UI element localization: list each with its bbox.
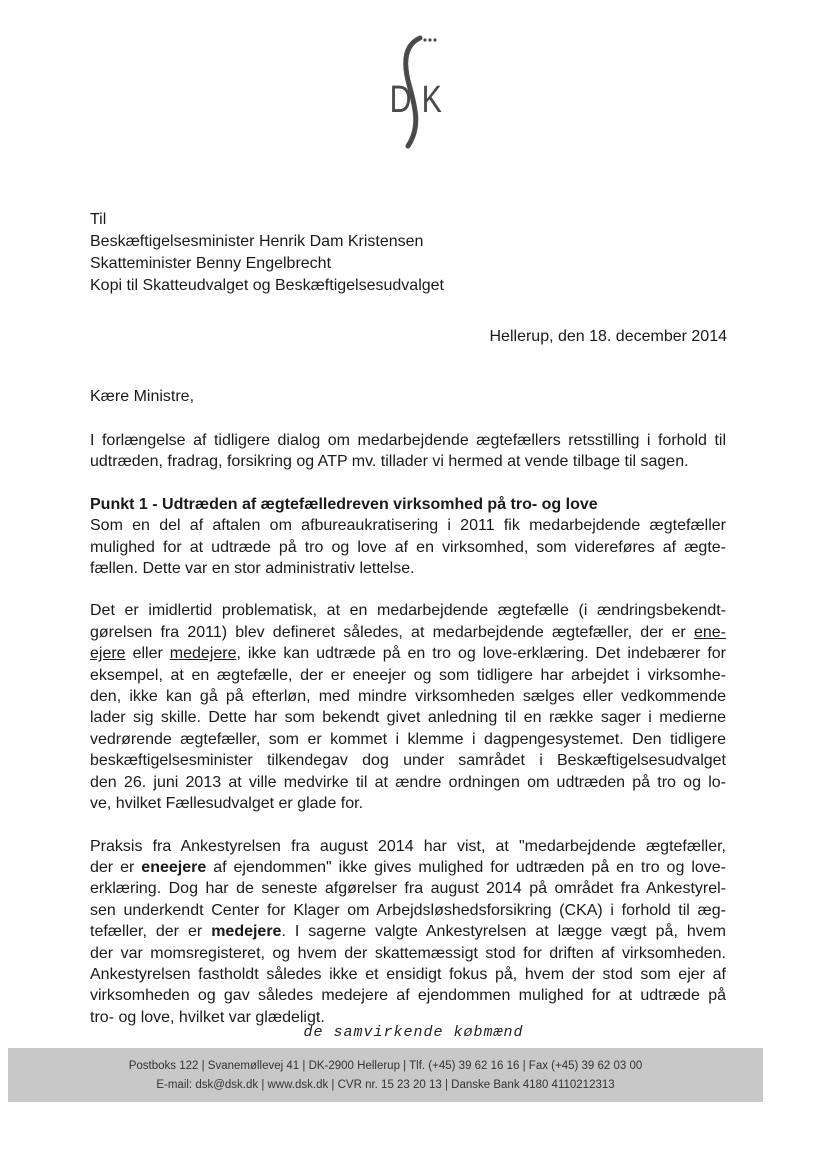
intro-paragraph [90,430,726,473]
recipient-2: Skatteminister Benny Engelbrecht [90,255,332,272]
text-span: tefæller, der er [90,923,212,941]
underlined-term: ene- [693,623,726,641]
text-line: Ankestyrelsen fastholdt således ikke et ensidigt fokus på, hvem der stod som ejer af [90,965,726,983]
text-line: udtræden, fradrag, forsikring og ATP mv. tillader vi hermed at vende tilbage til sagen. [90,453,689,471]
to-label: Til [90,211,107,228]
text-line [90,622,726,643]
text-line [90,921,726,942]
text-line: Praksis fra Ankestyrelsen fra august 2014 har vist, at "medarbejdende ægtefæller, [90,837,726,855]
text-line: fællen. Dette var en stor administrativ lettelse. [90,560,415,578]
recipients-block [90,209,444,297]
dsk-logo-icon [380,28,460,153]
text-line: lader sig skille. Dette har som bekendt givet anledning til en række sager i medierne [90,709,726,727]
text-line: Det er imidlertid problematisk, at en medarbejdende ægtefælle (i ændringsbekendt- [90,602,726,620]
text-line: sen underkendt Center for Klager om Arbejdsløshedsforsikring (CKA) i forhold til æg- [90,901,726,919]
footer-contact-line: E-mail: dsk@dsk.dk | www.dsk.dk | CVR nr. 15 23 20 13 | Danske Bank 4180 4110212313 [156,1079,615,1091]
section1-paragraph-1 [90,494,726,580]
text-span: gørelsen fra 2011) blev defineret således, at medarbejdende ægtefæller, der er [90,623,694,641]
text-line: den, ikke kan gå på efterløn, med mindre virksomheden sælges eller vedkommende [90,688,726,706]
text-line [90,643,726,664]
text-line: den 26. juni 2013 at ville medvirke til at ændre ordningen om udtræden på tro og lo- [90,773,726,791]
bold-term: medejere [211,923,282,941]
text-line: eksempel, at en ægtefælle, der er eneejer og som tidligere har arbejdet i virksomhe- [90,666,726,684]
text-span: eller [125,645,170,663]
bold-term: eneejere [141,858,207,876]
section1-heading: Punkt 1 - Udtræden af ægtefælledreven virksomhed på tro- og love [90,495,598,513]
footer-contact-band [8,1048,763,1102]
text-line: beskæftigelsesminister tilkendegav dog under samrådet i Beskæftigelsesudvalget [90,752,726,770]
text-line: Som en del af aftalen om afbureaukratisering i 2011 fik medarbejdende ægtefæller [90,517,726,535]
text-line: ve, hvilket Fællesudvalget er glade for. [90,795,364,813]
text-line: erklæring. Dog har de seneste afgørelser fra august 2014 på området fra Ankestyrel- [90,880,726,898]
letter-body [90,430,726,1049]
text-line: I forlængelse af tidligere dialog om medarbejdende ægtefællers retsstilling i forhold til [90,432,726,449]
section1-paragraph-3 [90,836,726,1029]
underlined-term: ejere [90,645,126,663]
salutation: Kære Ministre, [90,388,195,405]
letter-date: Hellerup, den 18. december 2014 [489,328,727,345]
text-line: mulighed for at udtræde på tro og love af en virksomhed, som videreføres af ægte- [90,538,726,556]
text-span: . I sagerne valgte Ankestyrelsen at lægge vægt på, hvem [281,923,726,941]
text-span: af ejendommen" ikke gives mulighed for udtræden på en tro og love- [206,858,726,876]
text-line: virksomheden og gav således medejere af ejendommen mulighed for at udtræde på [90,987,726,1005]
svg-text:D: D [389,78,412,121]
footer-tagline: de samvirkende købmænd [303,1024,524,1041]
underlined-term: medejere [169,645,237,663]
text-line: der var momsregisteret, og hvem der skattemæssigt stod for driften af virksomheden. [90,944,726,962]
svg-text:K: K [421,78,442,121]
text-line [90,857,726,878]
text-span: der er [90,858,142,876]
text-line: tro- og love, hvilket var glædeligt. [90,1008,325,1026]
section1-paragraph-2 [90,600,726,814]
recipient-copy: Kopi til Skatteudvalget og Beskæftigelsesudvalget [90,277,444,294]
text-span: , ikke kan udtræde på en tro og love-erklæring. Det indebærer for [236,645,727,663]
text-line: vedrørende ægtefæller, som er kommet i klemme i dagpengesystemet. Den tidligere [90,730,726,748]
footer-address-line: Postboks 122 | Svanemøllevej 41 | DK-2900 Hellerup | Tlf. (+45) 39 62 16 16 | Fax (+45) 39 62 03 00 [128,1060,643,1072]
recipient-1: Beskæftigelsesminister Henrik Dam Kristensen [90,233,424,250]
